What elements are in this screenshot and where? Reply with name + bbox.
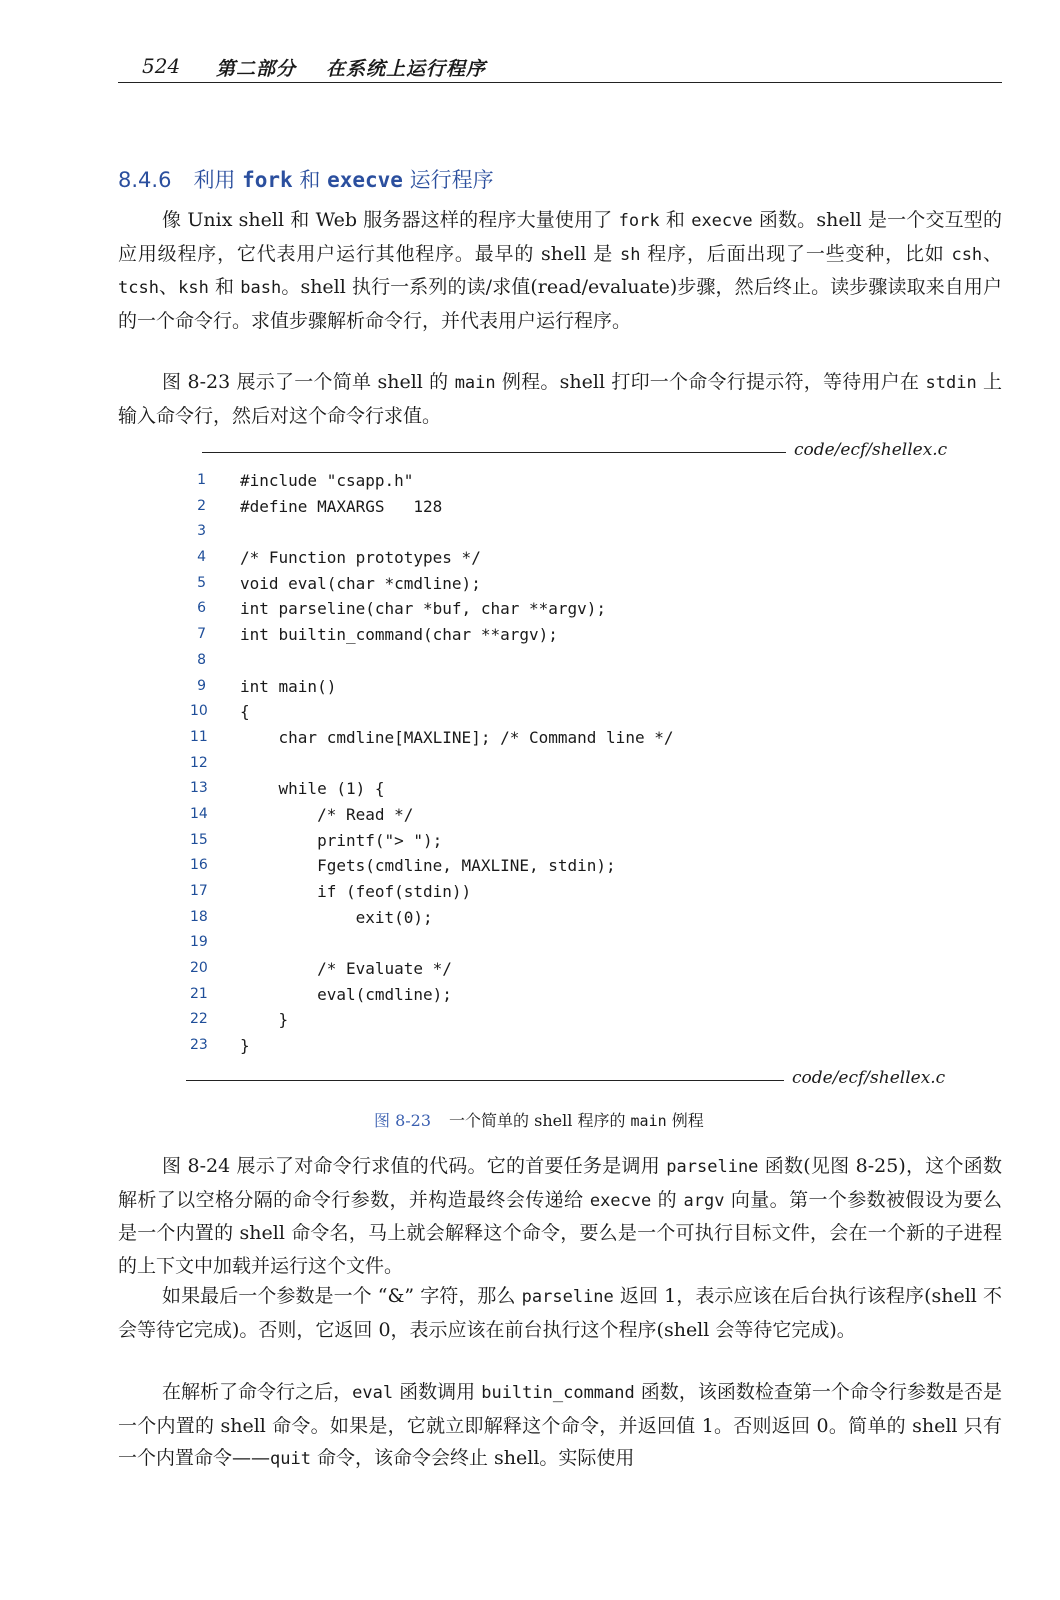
code-line	[190, 828, 790, 854]
line-number: 18	[190, 908, 208, 925]
code-line	[190, 956, 790, 982]
listing-source-top: code/ecf/shellex.c	[794, 440, 948, 460]
paragraph-2: 图 8-23 展示了一个简单 shell 的 main 例程。shell 打印一个命令行提示符，等待用户在 stdin 上输入命令行，然后对这个命令行求值。	[118, 371, 1002, 427]
code-line	[190, 545, 790, 571]
code-line	[190, 776, 790, 802]
code-line	[190, 494, 790, 520]
page-number: 524	[142, 54, 181, 78]
line-number: 15	[190, 831, 208, 848]
line-number: 7	[197, 626, 206, 643]
code-text: while (1) {	[240, 779, 385, 799]
line-number: 10	[190, 703, 208, 720]
code-line	[190, 519, 790, 545]
code-line	[190, 853, 790, 879]
code-line	[190, 879, 790, 905]
line-number: 1	[197, 472, 206, 488]
code-line	[190, 571, 790, 597]
line-number: 2	[197, 497, 206, 514]
code-text: exit(0);	[240, 907, 433, 927]
code-line	[190, 622, 790, 648]
listing-top-rule	[202, 452, 786, 453]
code-text: char cmdline[MAXLINE]; /* Command line */	[240, 727, 674, 747]
section-title-code: fork	[242, 168, 293, 192]
line-number: 17	[190, 883, 208, 899]
paragraph-1: 像 Unix shell 和 Web 服务器这样的程序大量使用了 fork 和 execve 函数。shell 是一个交互型的应用级程序，它代表用户运行其他程序。最早的 shell 是 sh 程序，后面出现了一些变种，比如 csh、tcsh、ksh 和 bash。shell 执行一系列的读/求值(read/evaluate)步骤，然后终止。读步骤读取来自用户的一个命令行。求值步骤解析命令行，并代表用户运行程序。	[118, 209, 1002, 332]
section-title-part: 运行程序	[409, 168, 494, 192]
code-line	[190, 674, 790, 700]
section-title-code: execve	[327, 168, 403, 192]
line-number: 22	[190, 1011, 208, 1028]
code-line	[190, 725, 790, 751]
code-line	[190, 905, 790, 931]
code-line	[190, 982, 790, 1008]
running-header	[118, 52, 1002, 83]
line-number: 16	[190, 857, 208, 874]
line-number: 3	[197, 523, 206, 540]
code-line	[190, 648, 790, 674]
line-number: 14	[190, 805, 208, 822]
listing-source-bottom: code/ecf/shellex.c	[792, 1068, 946, 1088]
line-number: 5	[197, 574, 206, 591]
section-number: 8.4.6	[118, 168, 172, 192]
code-text: int builtin_command(char **argv);	[240, 625, 558, 645]
code-text: printf("> ");	[240, 830, 443, 850]
code-text: #define MAXARGS 128	[240, 496, 443, 516]
figure-caption: 图 8-23 一个简单的 shell 程序的 main 例程	[374, 1111, 704, 1130]
paragraph-4: 如果最后一个参数是一个 “&” 字符，那么 parseline 返回 1，表示应该在后台执行该程序(shell 不会等待它完成)。否则，它返回 0，表示应该在前台执行这个程序(shell 会等待它完成)。	[118, 1285, 1002, 1341]
line-number: 9	[197, 677, 206, 694]
line-number: 13	[190, 780, 208, 797]
code-text: if (feof(stdin))	[240, 882, 472, 901]
listing-bottom-rule	[186, 1080, 784, 1081]
code-text: {	[240, 702, 250, 722]
line-number: 4	[197, 549, 206, 566]
paragraph-3: 图 8-24 展示了对命令行求值的代码。它的首要任务是调用 parseline 函数(见图 8-25)，这个函数解析了以空格分隔的命令行参数，并构造最终会传递给 execve 的 argv 向量。第一个参数被假设为要么是一个内置的 shell 命令名，马上就会解释这个命令，要么是一个可执行目标文件，会在一个新的子进程的上下文中加载并运行这个文件。	[118, 1155, 1003, 1277]
section-title-part: 利用	[193, 168, 236, 192]
code-text: #include "csapp.h"	[240, 471, 414, 490]
code-text: }	[240, 1010, 289, 1030]
code-line	[190, 596, 790, 622]
line-number: 6	[197, 600, 206, 617]
section-title-part: 和	[299, 168, 321, 192]
code-text: int parseline(char *buf, char **argv);	[240, 599, 607, 619]
code-text: /* Evaluate */	[240, 959, 452, 979]
line-number: 11	[190, 728, 208, 745]
code-text: void eval(char *cmdline);	[240, 573, 481, 593]
line-number: 8	[197, 651, 206, 668]
code-listing	[190, 468, 790, 1059]
code-line	[190, 930, 790, 956]
code-line	[190, 1033, 790, 1059]
code-text: /* Function prototypes */	[240, 548, 481, 568]
line-number: 21	[190, 985, 208, 1002]
part-title: 第二部分	[216, 58, 297, 80]
code-line	[190, 468, 790, 494]
code-text: eval(cmdline);	[240, 984, 452, 1004]
code-text: Fgets(cmdline, MAXLINE, stdin);	[240, 856, 616, 876]
section-heading	[118, 164, 494, 194]
paragraph-5: 在解析了命令行之后，eval 函数调用 builtin_command 函数，该函数检查第一个命令行参数是否是一个内置的 shell 命令。如果是，它就立即解释这个命令，并返回值 1。否则返回 0。简单的 shell 只有一个内置命令——quit 命令，该命令会终止 shell。实际使用	[118, 1381, 1002, 1469]
code-line	[190, 802, 790, 828]
figure-label: 图 8-23	[374, 1111, 432, 1130]
line-number: 23	[190, 1037, 208, 1054]
line-number: 12	[190, 754, 208, 771]
line-number: 19	[190, 934, 208, 951]
code-text: int main()	[240, 676, 337, 696]
code-line	[190, 699, 790, 725]
line-number: 20	[190, 960, 208, 977]
code-line	[190, 1007, 790, 1033]
code-line	[190, 751, 790, 777]
code-text: /* Read */	[240, 804, 414, 824]
code-text: }	[240, 1036, 250, 1056]
chapter-title: 在系统上运行程序	[326, 58, 487, 80]
